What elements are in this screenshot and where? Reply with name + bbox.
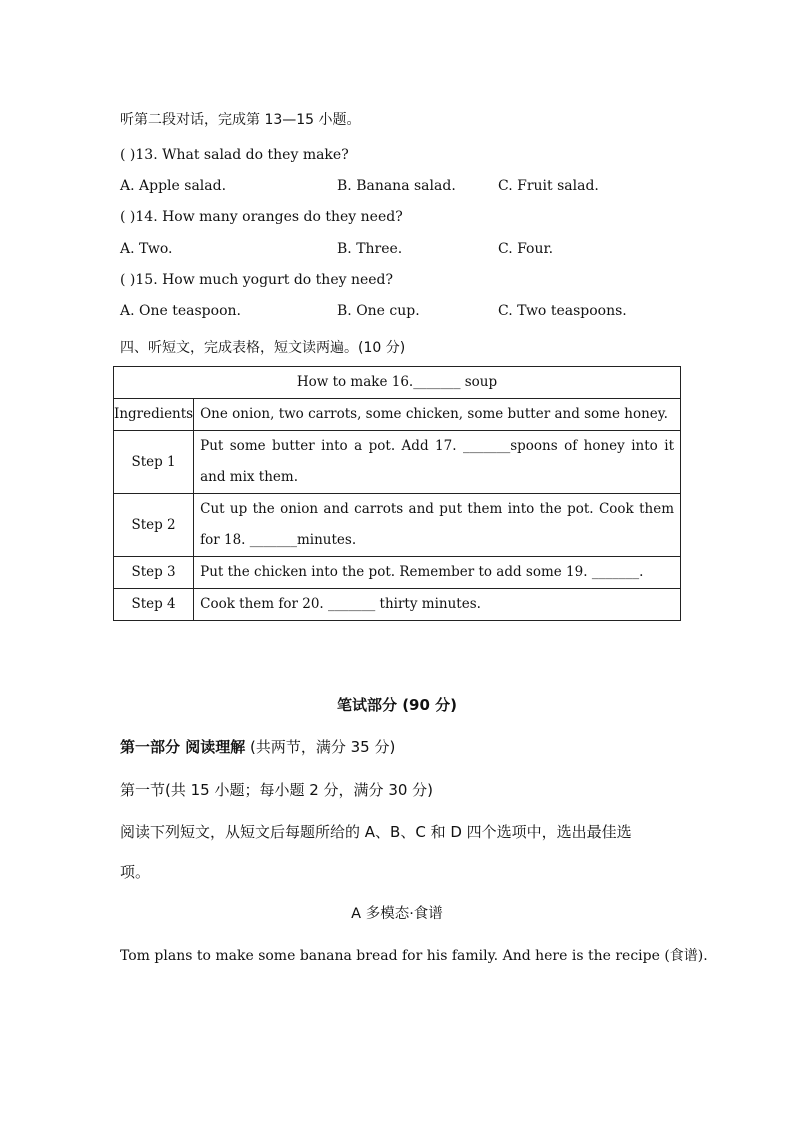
written-part-title: 笔试部分 (90 分): [336, 696, 458, 714]
part1-heading-rest: (共两节，满分 35 分): [245, 738, 396, 756]
row-label-step-4: Step 4: [114, 589, 194, 621]
table-row: [114, 557, 681, 589]
question-14-option-b: B. Three.: [337, 241, 403, 257]
row-label-step-3: Step 3: [114, 557, 194, 589]
part1-heading: [120, 737, 395, 757]
row-text-step-1: Put some butter into a pot. Add 17. _______spoons of honey into it and mix them.: [194, 431, 681, 494]
question-15-option-a: A. One teaspoon.: [120, 303, 241, 319]
row-label-ingredients: Ingredients: [114, 399, 194, 431]
table-title: How to make 16._______ soup: [114, 367, 681, 399]
question-15-stem: ( )15. How much yogurt do they need?: [120, 272, 394, 288]
passage-heading: A 多模态·食谱: [351, 906, 443, 922]
row-text-ingredients: One onion, two carrots, some chicken, some butter and some honey.: [194, 399, 681, 431]
directions-line-2: 项。: [120, 863, 151, 881]
table-row: [114, 589, 681, 621]
question-13-stem: ( )13. What salad do they make?: [120, 147, 349, 163]
question-13-option-b: B. Banana salad.: [337, 178, 456, 194]
section3-instruction: 听第二段对话，完成第 13—15 小题。: [120, 112, 361, 128]
question-13-option-c: C. Fruit salad.: [498, 178, 599, 194]
table-header-row: [114, 367, 681, 399]
question-15-option-b: B. One cup.: [337, 303, 420, 319]
question-14-option-a: A. Two.: [120, 241, 173, 257]
passage-intro: Tom plans to make some banana bread for his family. And here is the recipe (食谱).: [120, 948, 708, 964]
row-text-step-4: Cook them for 20. _______ thirty minutes.: [194, 589, 681, 621]
section4-instruction: 四、听短文，完成表格，短文读两遍。(10 分): [120, 340, 406, 356]
part1-heading-bold: 第一部分 阅读理解: [120, 738, 246, 756]
table-row: [114, 494, 681, 557]
question-13-option-a: A. Apple salad.: [120, 178, 227, 194]
soup-recipe-table: [113, 366, 681, 621]
question-14-option-c: C. Four.: [498, 241, 554, 257]
section1-heading: 第一节(共 15 小题；每小题 2 分，满分 30 分): [120, 781, 434, 799]
row-text-step-3: Put the chicken into the pot. Remember to add some 19. _______.: [194, 557, 681, 589]
row-text-step-2: Cut up the onion and carrots and put them into the pot. Cook them for 18. _______minutes.: [194, 494, 681, 557]
question-14-stem: ( )14. How many oranges do they need?: [120, 209, 403, 225]
row-label-step-2: Step 2: [114, 494, 194, 557]
directions-line-1: 阅读下列短文，从短文后每题所给的 A、B、C 和 D 四个选项中，选出最佳选: [120, 823, 632, 841]
row-label-step-1: Step 1: [114, 431, 194, 494]
table-row: [114, 431, 681, 494]
question-15-option-c: C. Two teaspoons.: [498, 303, 627, 319]
table-row: [114, 399, 681, 431]
